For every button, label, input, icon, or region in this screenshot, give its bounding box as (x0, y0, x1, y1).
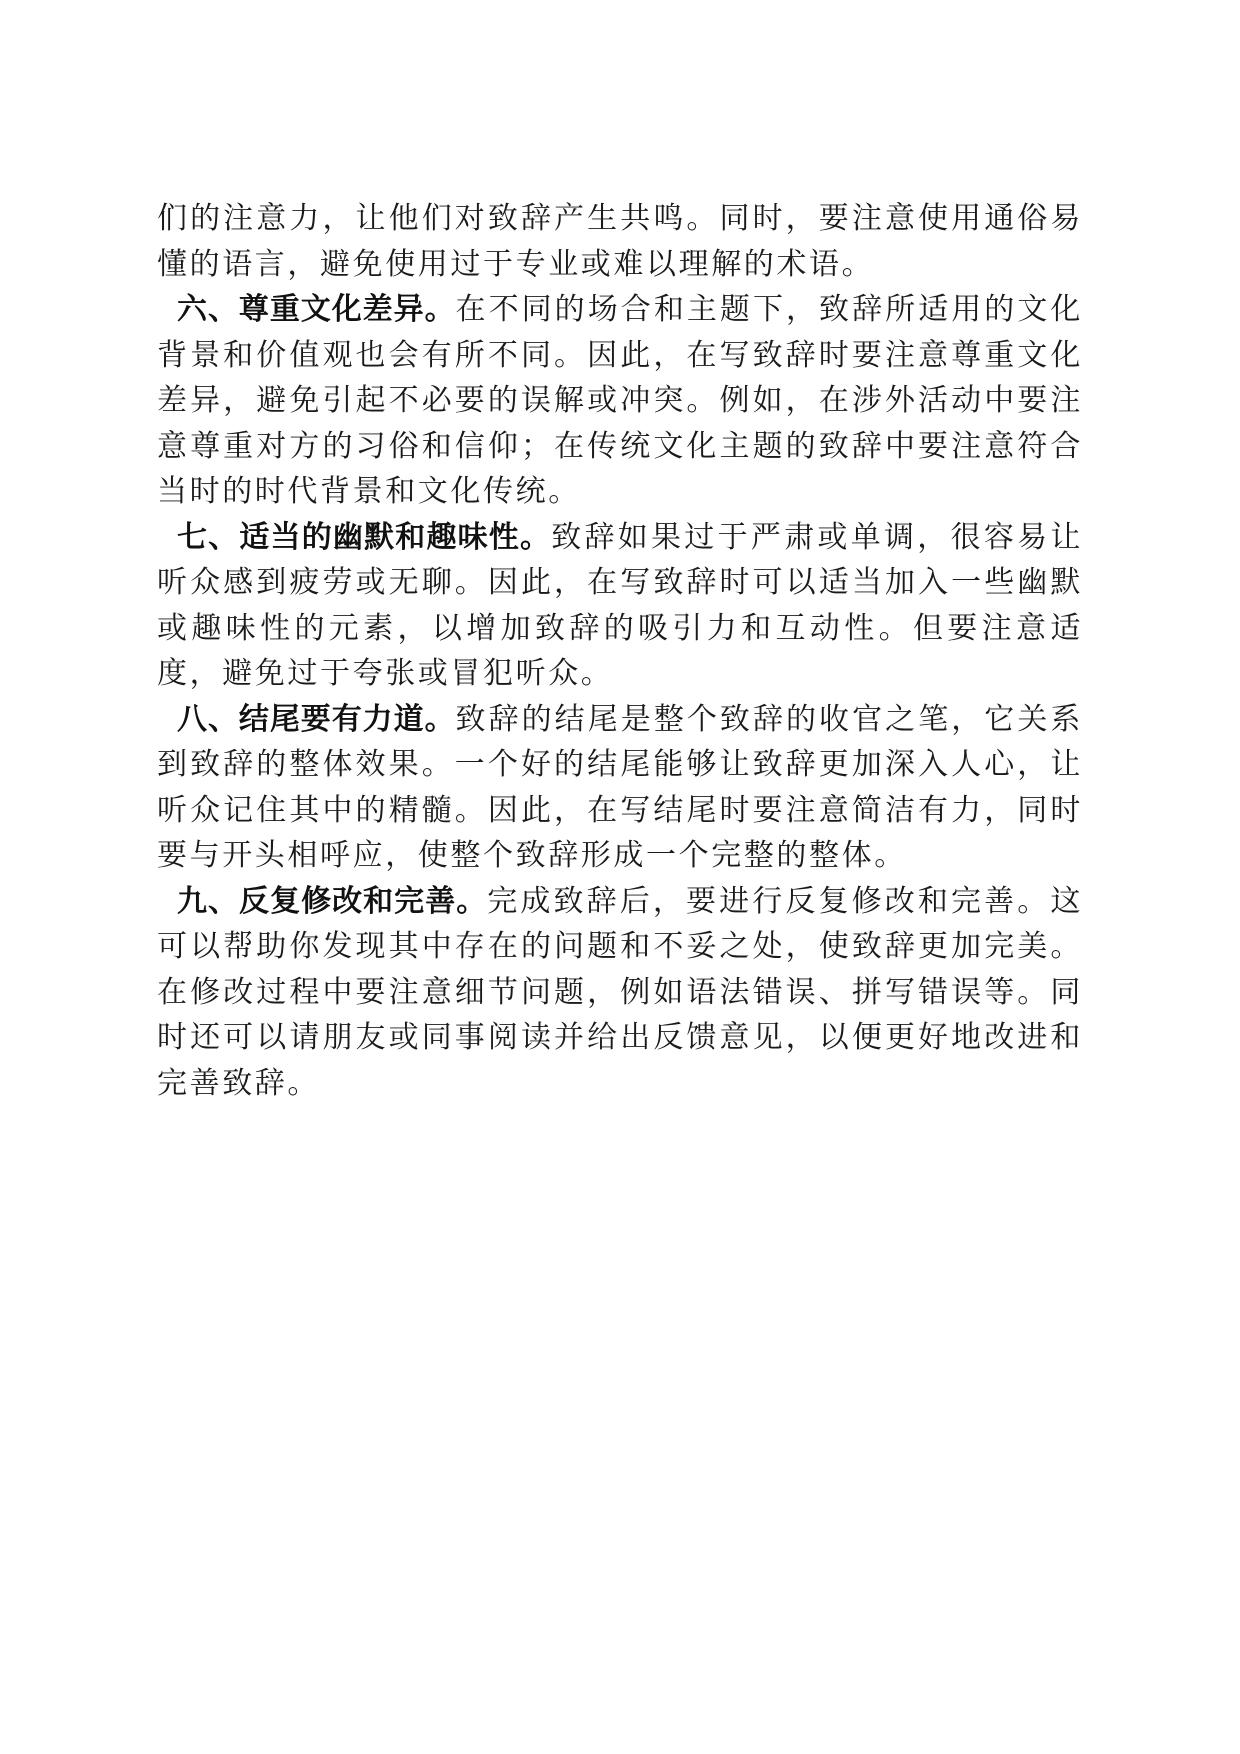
paragraph-respect-culture (157, 287, 1083, 515)
paragraph-revise (157, 879, 1083, 1107)
paragraph-strong-ending (157, 697, 1083, 879)
document-body (157, 196, 1083, 1106)
paragraph-text: 致辞如果过于严肃或单调，很容易让听众感到疲劳或无聊。因此，在写致辞时可以适当加入一些幽默或趣味性的元素，以增加致辞的吸引力和互动性。但要注意适度，避免过于夸张或冒犯听众。 (157, 519, 1084, 691)
paragraph-heading: 六、尊重文化差异。 (177, 292, 456, 327)
paragraph-text: 们的注意力，让他们对致辞产生共鸣。同时，要注意使用通俗易懂的语言，避免使用过于专业或难以理解的术语。 (157, 201, 1083, 282)
paragraph-text: 致辞的结尾是整个致辞的收官之笔，它关系到致辞的整体效果。一个好的结尾能够让致辞更加深入人心，让听众记住其中的精髓。因此，在写结尾时要注意简洁有力，同时要与开头相呼应，使整个致辞形成一个完整的整体。 (157, 701, 1083, 873)
paragraph-heading: 九、反复修改和完善。 (177, 883, 488, 919)
paragraph-continuation (157, 196, 1083, 287)
paragraph-heading: 七、适当的幽默和趣味性。 (177, 519, 552, 555)
paragraph-heading: 八、结尾要有力道。 (177, 701, 456, 737)
paragraph-text: 完成致辞后，要进行反复修改和完善。这可以帮助你发现其中存在的问题和不妥之处，使致辞更加完美。在修改过程中要注意细节问题，例如语法错误、拼写错误等。同时还可以请朋友或同事阅读并给出反馈意见，以便更好地改进和完善致辞。 (157, 883, 1083, 1101)
paragraph-humor (157, 515, 1083, 697)
paragraph-text: 在不同的场合和主题下，致辞所适用的文化背景和价值观也会有所不同。因此，在写致辞时要注意尊重文化差异，避免引起不必要的误解或冲突。例如，在涉外活动中要注意尊重对方的习俗和信仰；在传统文化主题的致辞中要注意符合当时的时代背景和文化传统。 (157, 292, 1083, 509)
